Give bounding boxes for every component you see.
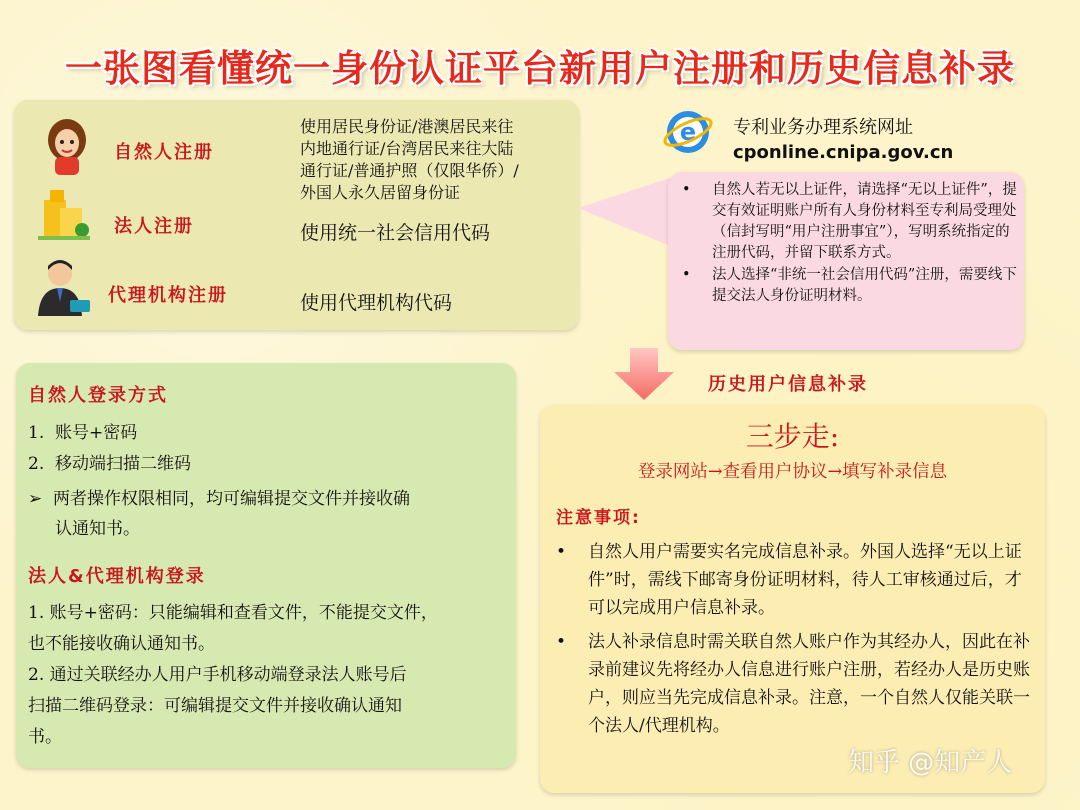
list-item: • 法人补录信息时需关联自然人账户作为其经办人，因此在补录前建议先将经办人信息进行账户注册，若经办人是历史账户，则应当先完成信息补录。注意，一个自然人仅能关联一个法人/代理机构。 bbox=[552, 628, 1034, 740]
down-arrow-icon bbox=[612, 348, 676, 400]
legal-login-heading: 法人&代理机构登录 bbox=[28, 566, 206, 587]
natural-login-heading: 自然人登录方式 bbox=[28, 385, 168, 406]
notes-bubble-pointer bbox=[578, 178, 670, 246]
history-label: 历史用户信息补录 bbox=[708, 374, 868, 395]
watermark: 知乎 @知产人 bbox=[848, 748, 1013, 778]
svg-text:e: e bbox=[679, 118, 697, 146]
list-item: • 自然人若无以上证件，请选择“无以上证件”，提交有效证明账户所有人身份材料至专利局受理处（信封写明“用户注册事宜”），写明系统指定的注册代码，并留下联系方式。 bbox=[676, 180, 1018, 264]
agency-register-label: 代理机构注册 bbox=[108, 285, 228, 306]
list-item: 1. 账号+密码：只能编辑和查看文件，不能提交文件， 也不能接收确认通知书。 bbox=[28, 603, 438, 654]
list-item: 2. 通过关联经办人用户手机移动端登录法人账号后 扫描二维码登录：可编辑提交文件并接收确认通知 书。 bbox=[28, 665, 407, 747]
steps-flow: 登录网站→查看用户协议→填写补录信息 bbox=[637, 462, 948, 482]
list-item: ➢ 两者操作权限相同，均可编辑提交文件并接收确 认通知书。 bbox=[28, 489, 411, 539]
history-notes-list bbox=[552, 538, 1034, 746]
legal-person-register-text: 使用统一社会信用代码 bbox=[300, 222, 491, 244]
building-icon bbox=[38, 186, 90, 242]
ie-browser-icon bbox=[662, 106, 714, 158]
attention-heading: 注意事项: bbox=[556, 508, 641, 528]
agent-avatar-icon bbox=[30, 256, 92, 318]
list-item: • 法人选择“非统一社会信用代码”注册，需要线下提交法人身份证明材料。 bbox=[676, 265, 1018, 307]
website-url-link[interactable]: cponline.cnipa.gov.cn bbox=[733, 142, 954, 163]
natural-person-register-text: 使用居民身份证/港澳居民来往 内地通行证/台湾居民来往大陆 通行证/普通护照（仅限华侨）/ 外国人永久居留身份证 bbox=[300, 117, 519, 202]
list-item: • 自然人用户需要实名完成信息补录。外国人选择“无以上证件”时，需线下邮寄身份证明材料，待人工审核通过后，才可以完成用户信息补录。 bbox=[552, 538, 1034, 622]
legal-person-register-label: 法人注册 bbox=[114, 216, 194, 237]
registration-notes-list bbox=[676, 180, 1018, 308]
woman-avatar-icon bbox=[42, 116, 92, 178]
page-title: 一张图看懂统一身份认证平台新用户注册和历史信息补录 bbox=[65, 47, 1015, 90]
website-title: 专利业务办理系统网址 bbox=[733, 117, 913, 138]
list-item: 1. 账号+密码 bbox=[28, 423, 138, 443]
natural-person-register-label: 自然人注册 bbox=[114, 142, 214, 163]
agency-register-text: 使用代理机构代码 bbox=[300, 292, 453, 314]
three-steps-title: 三步走: bbox=[745, 420, 840, 453]
list-item: 2. 移动端扫描二维码 bbox=[28, 454, 192, 474]
